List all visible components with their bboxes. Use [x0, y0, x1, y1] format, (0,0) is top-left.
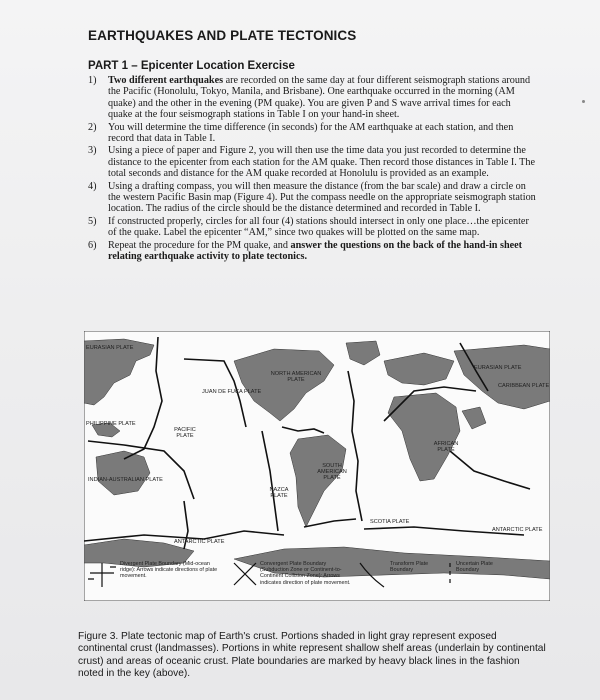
step-number: 6): [88, 239, 97, 251]
step-bold-text: answer the questions on the back of the hand-in sheet relating earthquake activity to plate tectonics.: [108, 239, 523, 263]
label-indian-australian-plate: INDIAN-AUSTRALIAN PLATE: [88, 477, 163, 483]
step-number: 5): [88, 215, 97, 227]
label-eurasian-plate-right: EURASIAN PLATE: [474, 365, 522, 371]
step-text: [108, 240, 536, 263]
step-number: 4): [88, 180, 97, 192]
legend-uncertain: Uncertain Plate Boundary: [456, 561, 493, 574]
step-number: 3): [88, 145, 97, 157]
step-text: You will determine the time difference (in seconds) for the AM earthquake at each station, and then record that data in Table I.: [108, 121, 514, 145]
step-text: [108, 75, 536, 121]
label-nazca-plate: NAZCA PLATE: [269, 487, 289, 499]
step-body-text: Repeat the procedure for the PM quake, and: [108, 239, 291, 251]
label-antarctic-plate-right: ANTARCTIC PLATE: [492, 527, 543, 533]
instruction-step: [88, 181, 536, 215]
legend-transform: Transform Plate Boundary: [390, 561, 429, 574]
label-scotia-plate: SCOTIA PLATE: [370, 519, 410, 525]
step-text: If constructed properly, circles for all four (4) stations should intersect in only one place…the epicenter of the quake. Label the epicenter “AM,” since two quakes will be plotted on the same map.: [108, 215, 529, 239]
step-bold-text: Two different earthquakes: [108, 75, 224, 86]
step-body-text: are recorded on the same day at four different seismograph stations around the Pacific (Honolulu, Tokyo, Manila, and Brisbane). One earthquake occurred in the morning (AM quake) and the other in the evening (PM quake). You are given P and S wave arrival times for each quake at the four seismograph stations in Table I on your hand-in sheet.: [108, 75, 531, 121]
step-number: 2): [88, 121, 97, 133]
instruction-step: [88, 122, 536, 145]
step-text: Using a piece of paper and Figure 2, you will then use the time data you just recorded to determine the distance to the epicenter from each station for the AM quake. Then record those distances in Table I. The total seconds and distance for the AM quake recorded at Honolulu is provided as an example.: [108, 145, 536, 180]
label-pacific-plate: PACIFIC PLATE: [174, 427, 196, 439]
label-south-american-plate: SOUTH AMERICAN PLATE: [317, 463, 347, 481]
instruction-step: [88, 75, 536, 121]
label-caribbean-plate: CARIBBEAN PLATE: [498, 383, 550, 389]
legend-divergent: Divergent Plate Boundary (Mid-ocean ridge): Arrows indicate directions of plate movement.: [120, 561, 218, 580]
plate-tectonic-map: [84, 331, 550, 601]
instruction-step: [88, 145, 536, 179]
instruction-list: [88, 75, 536, 264]
label-african-plate: AFRICAN PLATE: [433, 441, 459, 453]
label-eurasian-plate-left: EURASIAN PLATE: [86, 345, 134, 351]
label-juan-de-fuca-plate: JUAN DE FUCA PLATE: [202, 389, 262, 395]
legend-convergent: Convergent Plate Boundary (Subduction Zone or Continent-to-Continent Collision Zone): Arrows indicates direction of plate movement.: [260, 561, 351, 586]
label-antarctic-plate-left: ANTARCTIC PLATE: [174, 539, 225, 545]
instruction-step: [88, 216, 536, 239]
figure-caption: Figure 3. Plate tectonic map of Earth's crust. Portions shaded in light gray represent exposed continental crust (landmasses). Portions in white represent shallow shelf areas (underlain by continental crust) and areas of oceanic crust. Plate boundaries are marked by heavy black lines in the fashion noted in the key (above).: [78, 631, 546, 680]
step-number: 1): [88, 75, 97, 86]
step-text: Using a drafting compass, you will then measure the distance (from the bar scale) and draw a circle on the western Pacific Basin map (Figure 4). Put the compass needle on the appropriate seismograph station location. The radius of the circle should be the distance determined and recorded in Table I.: [108, 180, 536, 215]
part-heading: PART 1 – Epicenter Location Exercise: [88, 60, 295, 72]
label-philippine-plate: PHILIPPINE PLATE: [86, 421, 136, 427]
page-mark: [582, 100, 585, 103]
label-north-american-plate: NORTH AMERICAN PLATE: [270, 371, 322, 383]
instruction-step: [88, 240, 536, 263]
page-title: EARTHQUAKES AND PLATE TECTONICS: [88, 28, 357, 43]
